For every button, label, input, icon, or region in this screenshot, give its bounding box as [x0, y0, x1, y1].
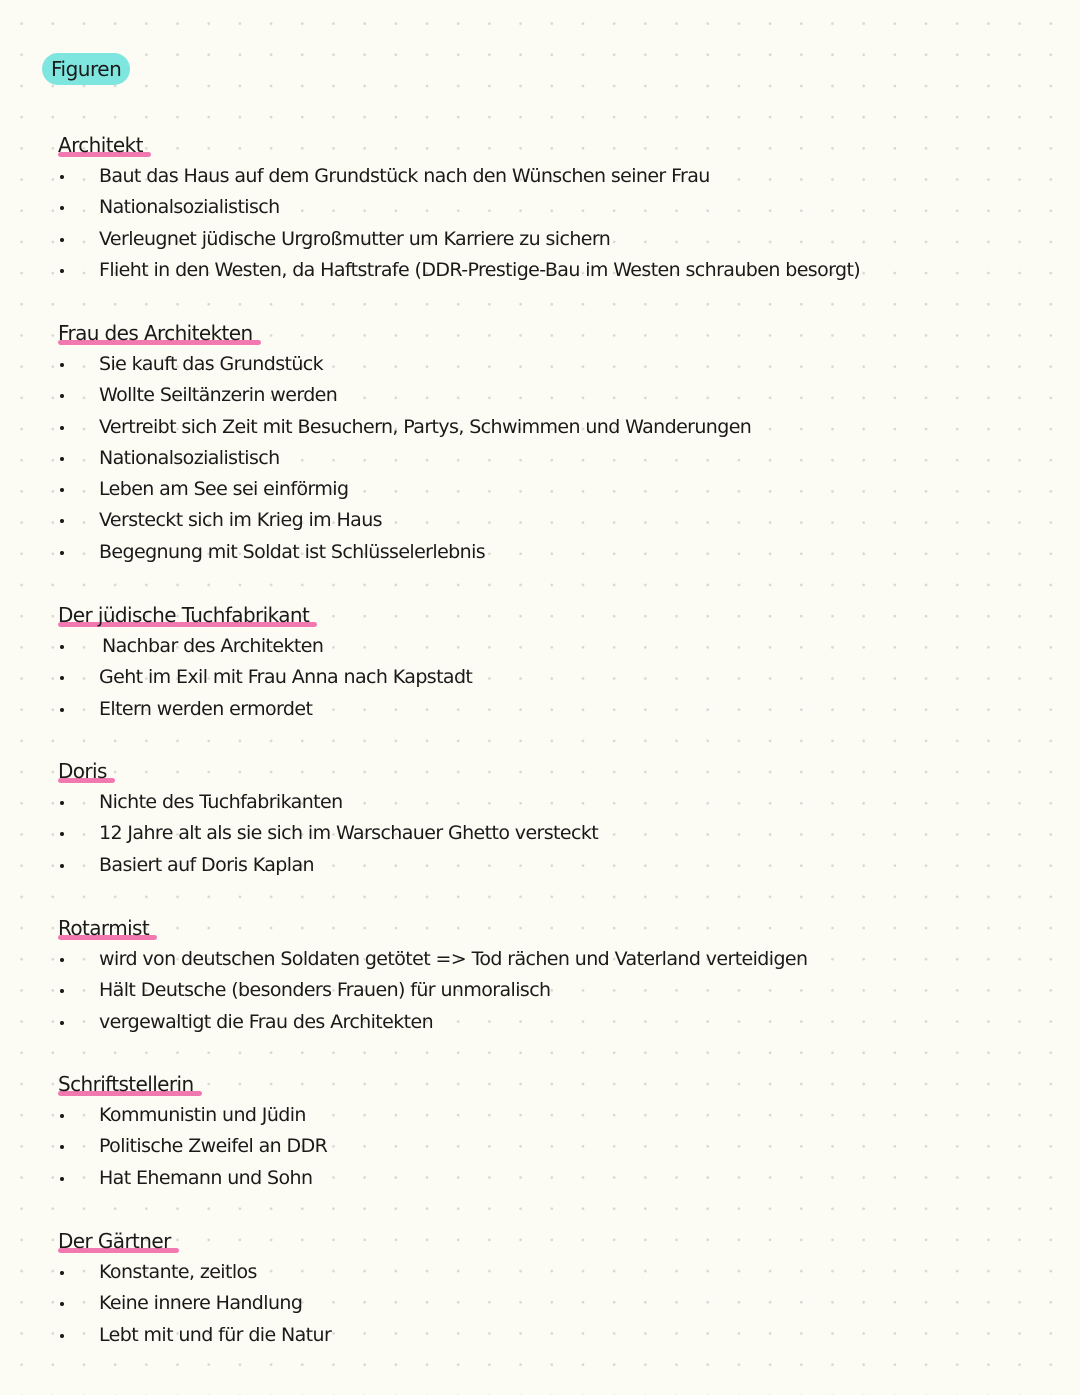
section-heading: Der jüdische Tuchfabrikant	[58, 600, 313, 631]
bullet-list	[58, 161, 860, 286]
list-item	[58, 443, 751, 474]
list-item	[58, 1320, 331, 1351]
bullet-list	[58, 787, 598, 881]
section-tuchfabrikant	[58, 600, 472, 725]
item-text: Verleugnet jüdische Urgroßmutter um Karriere zu sichern	[99, 227, 611, 250]
list-item	[58, 975, 807, 1006]
section-gaertner	[58, 1226, 331, 1351]
section-doris	[58, 756, 598, 881]
list-item	[58, 474, 751, 505]
bullet-dot-icon	[60, 1114, 64, 1118]
section-frau-des-architekten	[58, 318, 751, 568]
list-item	[58, 1257, 331, 1288]
bullet-dot-icon	[60, 394, 64, 398]
list-item	[58, 944, 807, 975]
item-text: Sie kauft das Grundstück	[99, 353, 324, 375]
item-text: Konstante, zeitlos	[99, 1261, 257, 1283]
section-heading: Architekt	[58, 130, 147, 161]
bullet-dot-icon	[60, 989, 64, 993]
bullet-dot-icon	[60, 175, 64, 179]
list-item	[58, 1163, 327, 1194]
bullet-list	[58, 1257, 331, 1351]
section-heading: Schriftstellerin	[58, 1069, 198, 1100]
list-item	[58, 662, 472, 693]
list-item	[58, 1131, 327, 1162]
bullet-dot-icon	[60, 457, 64, 461]
list-item	[58, 224, 860, 255]
item-text: 12 Jahre alt als sie sich im Warschauer Ghetto versteckt	[99, 822, 599, 845]
item-text: Baut das Haus auf dem Grundstück nach den Wünschen seiner Frau	[99, 165, 710, 187]
bullet-list	[58, 944, 807, 1038]
item-text: Basiert auf Doris Kaplan	[99, 853, 314, 876]
section-architekt	[58, 130, 860, 286]
item-text: Eltern werden ermordet	[99, 697, 313, 720]
bullet-dot-icon	[60, 676, 64, 680]
item-text: Nichte des Tuchfabrikanten	[99, 791, 343, 813]
list-item	[58, 161, 860, 192]
section-heading: Doris	[58, 756, 111, 787]
item-text: Nationalsozialistisch	[99, 446, 280, 469]
bullet-dot-icon	[60, 238, 64, 242]
item-text: Kommunistin und Jüdin	[99, 1104, 306, 1126]
bullet-list	[58, 631, 472, 725]
item-text: Geht im Exil mit Frau Anna nach Kapstadt	[99, 666, 473, 689]
list-item	[58, 380, 751, 411]
list-item	[58, 349, 751, 380]
bullet-dot-icon	[60, 958, 64, 962]
bullet-dot-icon	[60, 1021, 64, 1025]
page-title: Figuren	[42, 53, 130, 85]
bullet-dot-icon	[60, 269, 64, 273]
bullet-dot-icon	[60, 645, 64, 649]
item-text: Nationalsozialistisch	[99, 196, 280, 219]
item-text: Hat Ehemann und Sohn	[99, 1166, 313, 1189]
item-text: Vertreibt sich Zeit mit Besuchern, Partys, Schwimmen und Wanderungen	[99, 415, 752, 438]
section-rotarmist	[58, 913, 807, 1038]
item-text: Politische Zweifel an DDR	[99, 1135, 328, 1158]
section-heading: Der Gärtner	[58, 1226, 175, 1257]
bullet-dot-icon	[60, 864, 64, 868]
list-item	[58, 192, 860, 223]
bullet-dot-icon	[60, 488, 64, 492]
item-text: Lebt mit und für die Natur	[99, 1323, 332, 1346]
list-item	[58, 412, 751, 443]
bullet-list	[58, 349, 751, 568]
list-item	[58, 537, 751, 568]
item-text: Keine innere Handlung	[99, 1292, 303, 1315]
section-heading: Rotarmist	[58, 913, 153, 944]
bullet-dot-icon	[60, 1302, 64, 1306]
list-item	[58, 631, 472, 662]
bullet-dot-icon	[60, 832, 64, 836]
list-item	[58, 787, 598, 818]
list-item	[58, 694, 472, 725]
item-text: Leben am See sei einförmig	[99, 478, 349, 501]
list-item	[58, 1100, 327, 1131]
item-text: Nachbar des Architekten	[102, 635, 324, 657]
bullet-dot-icon	[60, 1271, 64, 1275]
bullet-dot-icon	[60, 801, 64, 805]
item-text: Hält Deutsche (besonders Frauen) für unmoralisch	[99, 979, 551, 1002]
bullet-dot-icon	[60, 1334, 64, 1338]
bullet-dot-icon	[60, 426, 64, 430]
list-item	[58, 1007, 807, 1038]
bullet-dot-icon	[60, 708, 64, 712]
bullet-dot-icon	[60, 1177, 64, 1181]
bullet-dot-icon	[60, 1145, 64, 1149]
item-text: Wollte Seiltänzerin werden	[99, 384, 338, 407]
item-text: Versteckt sich im Krieg im Haus	[99, 509, 382, 532]
item-text: wird von deutschen Soldaten getötet => Tod rächen und Vaterland verteidigen	[99, 948, 808, 970]
item-text: Flieht in den Westen, da Haftstrafe (DDR-Prestige-Bau im Westen schrauben besorgt)	[99, 258, 861, 281]
bullet-dot-icon	[60, 206, 64, 210]
list-item	[58, 255, 860, 286]
list-item	[58, 1288, 331, 1319]
list-item	[58, 818, 598, 849]
item-text: vergewaltigt die Frau des Architekten	[99, 1010, 434, 1033]
list-item	[58, 850, 598, 881]
section-heading: Frau des Architekten	[58, 318, 257, 349]
bullet-dot-icon	[60, 363, 64, 367]
section-schriftstellerin	[58, 1069, 327, 1194]
bullet-dot-icon	[60, 551, 64, 555]
item-text: Begegnung mit Soldat ist Schlüsselerlebnis	[99, 540, 486, 563]
bullet-list	[58, 1100, 327, 1194]
list-item	[58, 505, 751, 536]
bullet-dot-icon	[60, 519, 64, 523]
